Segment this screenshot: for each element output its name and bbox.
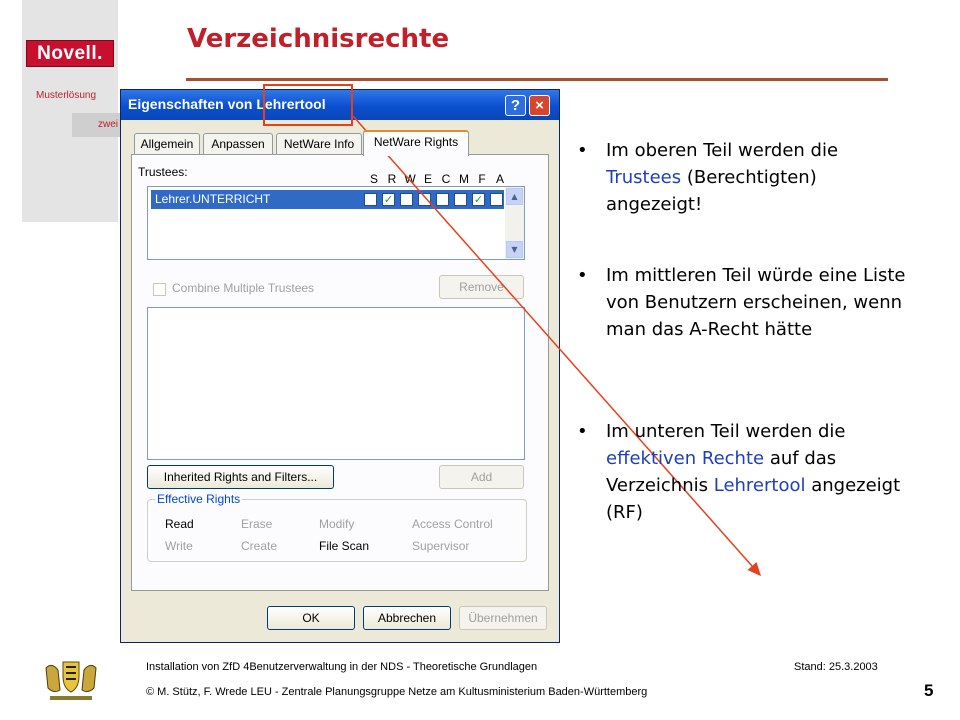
tab-anpassen[interactable]: Anpassen [203, 133, 273, 155]
dialog-title: Eigenschaften von Lehrertool [128, 96, 326, 112]
tab-netware-rights[interactable]: NetWare Rights [363, 130, 469, 156]
right-letter-m: M [459, 172, 469, 186]
bullet-marker: • [577, 421, 588, 442]
close-icon[interactable]: × [529, 95, 550, 116]
right-checkbox-r[interactable]: ✓ [383, 193, 394, 206]
right-checkbox-f[interactable]: ✓ [473, 193, 484, 206]
effective-rights-legend: Effective Rights [157, 492, 241, 506]
effective-right-erase: Erase [241, 517, 273, 531]
right-letter-w: W [404, 172, 416, 186]
trustees-label: Trustees: [138, 165, 188, 179]
right-letter-s: S [369, 172, 378, 186]
tab-netware-info[interactable]: NetWare Info [276, 133, 362, 155]
bullet-text-1 [606, 137, 906, 218]
ok-button[interactable]: OK [267, 606, 355, 630]
right-letter-f: F [478, 172, 486, 186]
inherited-rights-button[interactable]: Inherited Rights and Filters... [147, 465, 334, 489]
sidebar-tab[interactable]: zwei [72, 113, 120, 137]
bullet-fragment: (Berechtigten) angezeigt! [606, 167, 817, 215]
apply-button[interactable]: Übernehmen [459, 606, 547, 630]
cancel-button[interactable]: Abbrechen [363, 606, 451, 630]
bullet-fragment: Im unteren Teil werden die [606, 421, 846, 442]
bullet-fragment: auf das Verzeichnis [606, 448, 837, 496]
combine-trustees-label: Combine Multiple Trustees [172, 281, 315, 295]
bullet-marker: • [577, 265, 588, 286]
bullet-fragment: Im mittleren Teil würde eine Liste von Benutzern erscheinen, wenn man das A-Recht hätte [606, 265, 906, 340]
add-button[interactable]: Add [439, 465, 524, 489]
coat-of-arms-icon [42, 658, 100, 702]
effective-right-read: Read [165, 517, 194, 531]
highlighted-term: effektiven Rechte [606, 448, 765, 469]
right-letter-e: E [423, 172, 432, 186]
novell-logo: Novell. [26, 40, 114, 67]
trustee-name: Lehrer.UNTERRICHT [155, 192, 271, 206]
bullet-fragment: Im oberen Teil werden die [606, 140, 839, 161]
bullet-text-2 [606, 262, 906, 343]
bullet-fragment: angezeigt (RF) [606, 475, 901, 523]
page-number: 5 [924, 681, 934, 700]
scroll-down-icon[interactable]: ▼ [506, 241, 523, 258]
footer-credits: © M. Stütz, F. Wrede LEU - Zentrale Planungsgruppe Netze am Kultusministerium Baden-Württemberg [146, 686, 648, 698]
scroll-up-icon[interactable]: ▲ [506, 188, 523, 205]
effective-right-access-control: Access Control [412, 517, 493, 531]
help-icon[interactable]: ? [505, 95, 526, 116]
page-title: Verzeichnisrechte [187, 24, 450, 54]
footer-title: Installation von ZfD 4Benutzerverwaltung in der NDS - Theoretische Grundlagen [146, 661, 538, 673]
effective-right-create: Create [241, 539, 278, 553]
highlighted-term: Trustees [606, 167, 682, 188]
bullet-text-3 [606, 418, 906, 526]
right-letter-c: C [441, 172, 451, 186]
right-letter-r: R [387, 172, 397, 186]
effective-right-modify: Modify [319, 517, 355, 531]
tab-allgemein[interactable]: Allgemein [134, 133, 200, 155]
remove-button[interactable]: Remove [439, 275, 524, 299]
effective-right-file-scan: File Scan [319, 539, 370, 553]
effective-right-write: Write [165, 539, 193, 553]
footer-date: Stand: 25.3.2003 [794, 661, 878, 673]
sidebar-label: Musterlösung [36, 90, 97, 101]
bullet-marker: • [577, 140, 588, 161]
highlighted-term: Lehrertool [713, 475, 806, 496]
effective-right-supervisor: Supervisor [412, 539, 470, 553]
right-letter-a: A [495, 172, 504, 186]
